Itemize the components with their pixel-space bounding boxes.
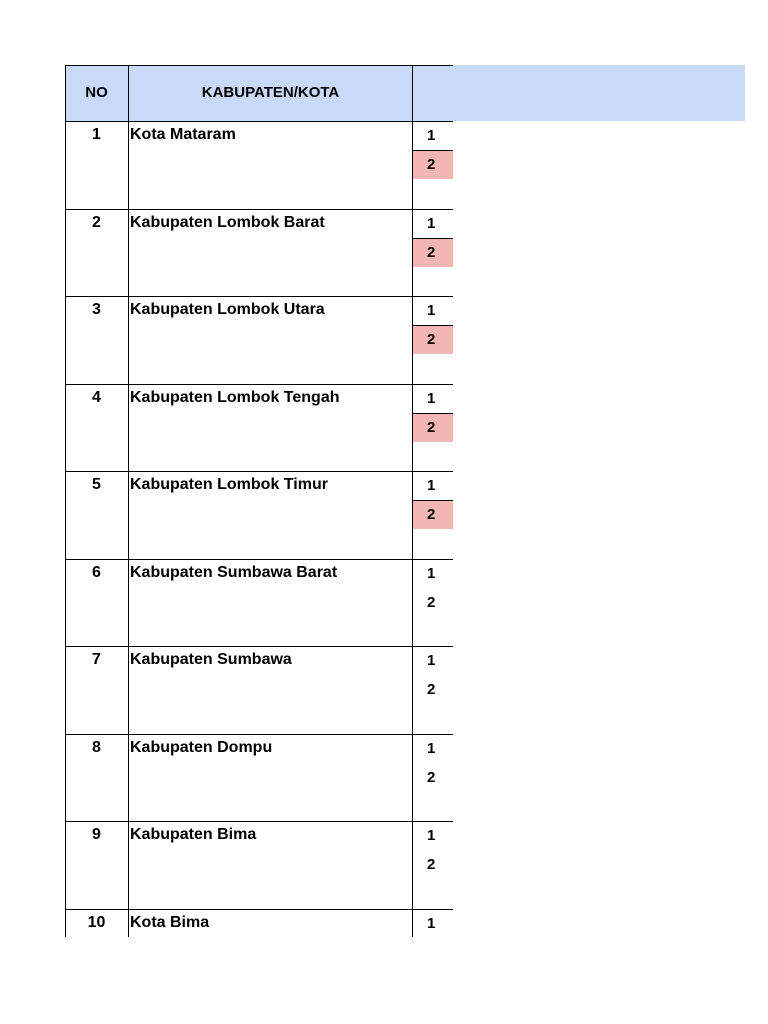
header-no: NO (85, 84, 108, 101)
sub-item-2: 2 (413, 150, 453, 179)
sub-item-1: 1 (427, 477, 436, 494)
row-divider (65, 559, 453, 560)
row-divider (65, 296, 453, 297)
header-top-border (65, 65, 453, 66)
row-number: 8 (92, 739, 101, 756)
table-row (65, 821, 453, 909)
region-name: Kota Mataram (130, 126, 236, 143)
sub-item-1: 1 (427, 127, 436, 144)
sub-item-2: 2 (427, 594, 436, 611)
row-divider (65, 209, 453, 210)
region-name: Kabupaten Lombok Timur (130, 476, 328, 493)
region-name: Kabupaten Sumbawa Barat (130, 564, 338, 581)
table-row (65, 209, 453, 297)
sub-item-1: 1 (427, 915, 436, 932)
sub-cell-border (413, 500, 453, 501)
region-name: Kabupaten Lombok Utara (130, 301, 325, 318)
row-number: 4 (92, 389, 101, 406)
row-number: 3 (92, 301, 101, 318)
row-number: 7 (92, 651, 101, 668)
table-row (65, 646, 453, 734)
sub-cell-border (413, 150, 453, 151)
row-divider (65, 471, 453, 472)
row-divider (65, 821, 453, 822)
table-row (65, 296, 453, 384)
sub-item-1: 1 (427, 740, 436, 757)
row-number: 1 (92, 126, 101, 143)
column-divider-no (128, 65, 129, 937)
row-number: 10 (87, 914, 106, 931)
sub-item-1: 1 (427, 215, 436, 232)
row-divider (65, 734, 453, 735)
sub-item-1: 1 (427, 827, 436, 844)
table-row (65, 559, 453, 647)
table-row (65, 384, 453, 472)
region-name: Kabupaten Sumbawa (130, 651, 292, 668)
left-border (65, 65, 66, 937)
sub-cell-border (413, 238, 453, 239)
sub-item-2: 2 (413, 500, 453, 529)
sub-item-1: 1 (427, 565, 436, 582)
table-row (65, 471, 453, 559)
region-name: Kota Bima (130, 914, 210, 931)
row-divider (65, 384, 453, 385)
table-row (65, 734, 453, 822)
sub-item-2: 2 (413, 238, 453, 267)
header-region: KABUPATEN/KOTA (201, 84, 340, 101)
region-name: Kabupaten Bima (130, 826, 257, 843)
region-name: Kabupaten Lombok Tengah (130, 389, 340, 406)
row-number: 6 (92, 564, 101, 581)
table-row (65, 909, 453, 997)
column-divider-region (412, 65, 413, 937)
row-number: 9 (92, 826, 101, 843)
sub-cell-border (413, 325, 453, 326)
row-number: 2 (92, 214, 101, 231)
row-number: 5 (92, 476, 101, 493)
sub-item-2: 2 (413, 413, 453, 442)
header-bottom-border (65, 121, 453, 122)
region-name: Kabupaten Dompu (130, 739, 273, 756)
table-row (65, 121, 453, 209)
row-divider (65, 909, 453, 910)
sub-item-2: 2 (413, 325, 453, 354)
sub-item-1: 1 (427, 390, 436, 407)
row-divider (65, 646, 453, 647)
sub-item-2: 2 (427, 681, 436, 698)
sub-item-2: 2 (427, 856, 436, 873)
sub-item-2: 2 (427, 769, 436, 786)
region-name: Kabupaten Lombok Barat (130, 214, 325, 231)
sub-cell-border (413, 413, 453, 414)
sub-item-1: 1 (427, 302, 436, 319)
sub-item-1: 1 (427, 652, 436, 669)
